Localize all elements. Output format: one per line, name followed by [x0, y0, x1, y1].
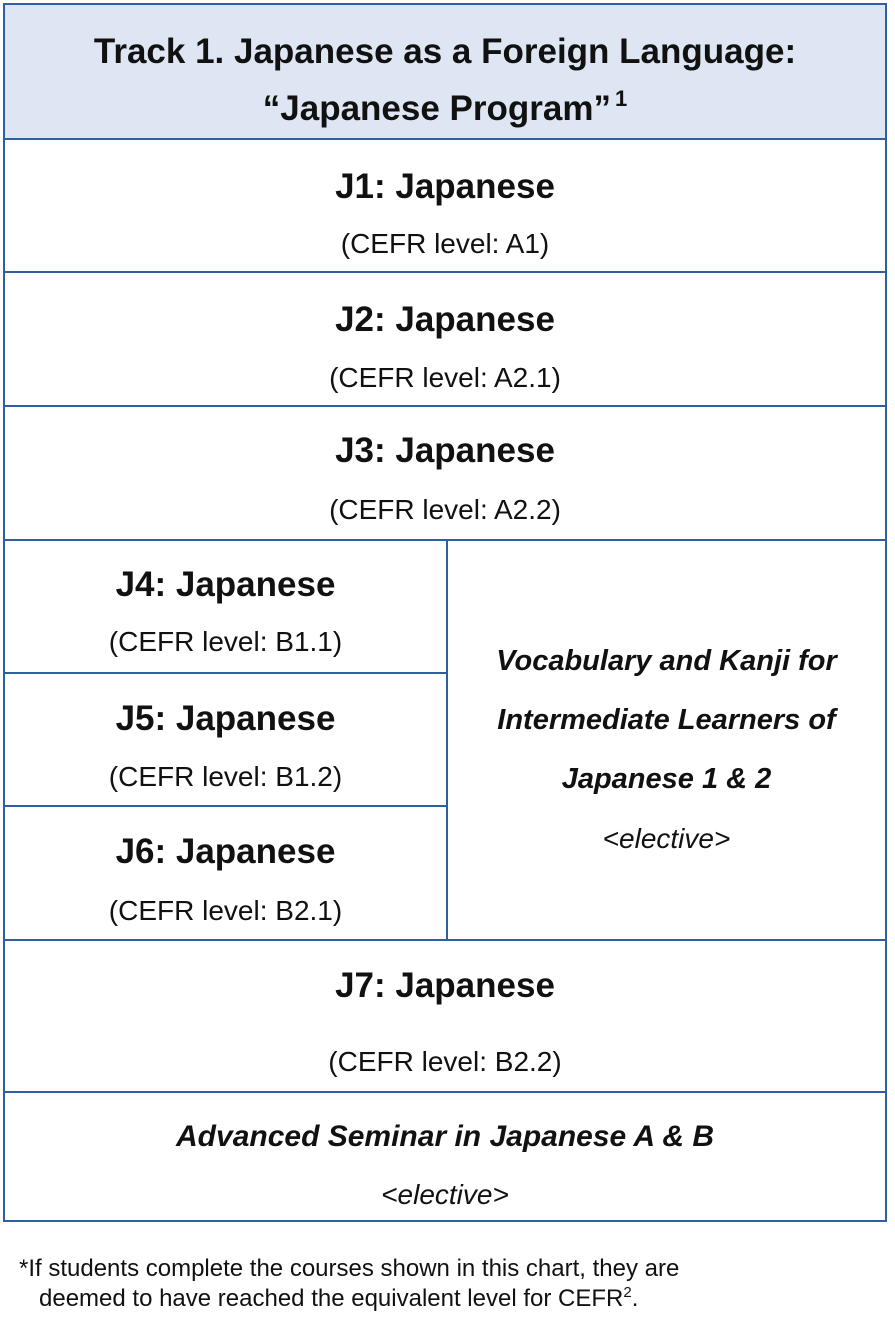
- footnote-line1: *If students complete the courses shown in this chart, they are: [19, 1255, 680, 1282]
- footnote-line2: [19, 1284, 679, 1314]
- elective-title-line1: Vocabulary and Kanji for: [496, 645, 837, 677]
- header-title-text: “Japanese Program”: [262, 89, 611, 128]
- elective-title-line3: Japanese 1 & 2: [561, 763, 772, 795]
- course-j3: [5, 407, 885, 539]
- footnote: [19, 1254, 679, 1314]
- course-level: (CEFR level: B1.1): [108, 626, 343, 657]
- course-j1: [5, 140, 885, 271]
- course-title: J6: Japanese: [115, 832, 336, 871]
- elective-tag: <elective>: [602, 823, 731, 854]
- course-j7: [5, 941, 885, 1091]
- header-title-line1: Track 1. Japanese as a Foreign Language:: [93, 32, 797, 71]
- header-title-line2: [5, 86, 885, 129]
- course-level: (CEFR level: B2.2): [328, 1046, 562, 1077]
- course-j5: [5, 674, 446, 805]
- course-level: (CEFR level: B2.1): [108, 895, 343, 926]
- advanced-seminar-elective: [5, 1093, 885, 1220]
- course-level: (CEFR level: A1): [340, 228, 550, 259]
- course-j2: [5, 273, 885, 405]
- course-title: J7: Japanese: [335, 966, 555, 1005]
- elective-title-line2: Intermediate Learners of: [497, 704, 836, 736]
- course-level: (CEFR level: A2.1): [329, 362, 561, 393]
- course-j6: [5, 807, 446, 939]
- track-chart: [3, 3, 887, 1222]
- footnote-line2-text: deemed to have reached the equivalent level for CEFR: [39, 1285, 624, 1312]
- footnote-marker: 2: [623, 1284, 632, 1301]
- footnote-line2-end: .: [631, 1285, 639, 1312]
- vocab-kanji-elective: [448, 541, 885, 939]
- course-title: J2: Japanese: [335, 300, 555, 339]
- course-title: J4: Japanese: [115, 565, 336, 604]
- course-title: J1: Japanese: [335, 167, 555, 206]
- elective-tag: <elective>: [381, 1179, 509, 1210]
- course-title: J5: Japanese: [115, 699, 336, 738]
- chart-header: [5, 5, 885, 140]
- course-level: (CEFR level: B1.2): [108, 761, 343, 792]
- header-footnote-marker: 1: [614, 86, 628, 111]
- course-title: J3: Japanese: [335, 431, 555, 470]
- course-j4: [5, 541, 446, 672]
- course-level: (CEFR level: A2.2): [329, 494, 561, 525]
- seminar-title: Advanced Seminar in Japanese A & B: [176, 1120, 714, 1153]
